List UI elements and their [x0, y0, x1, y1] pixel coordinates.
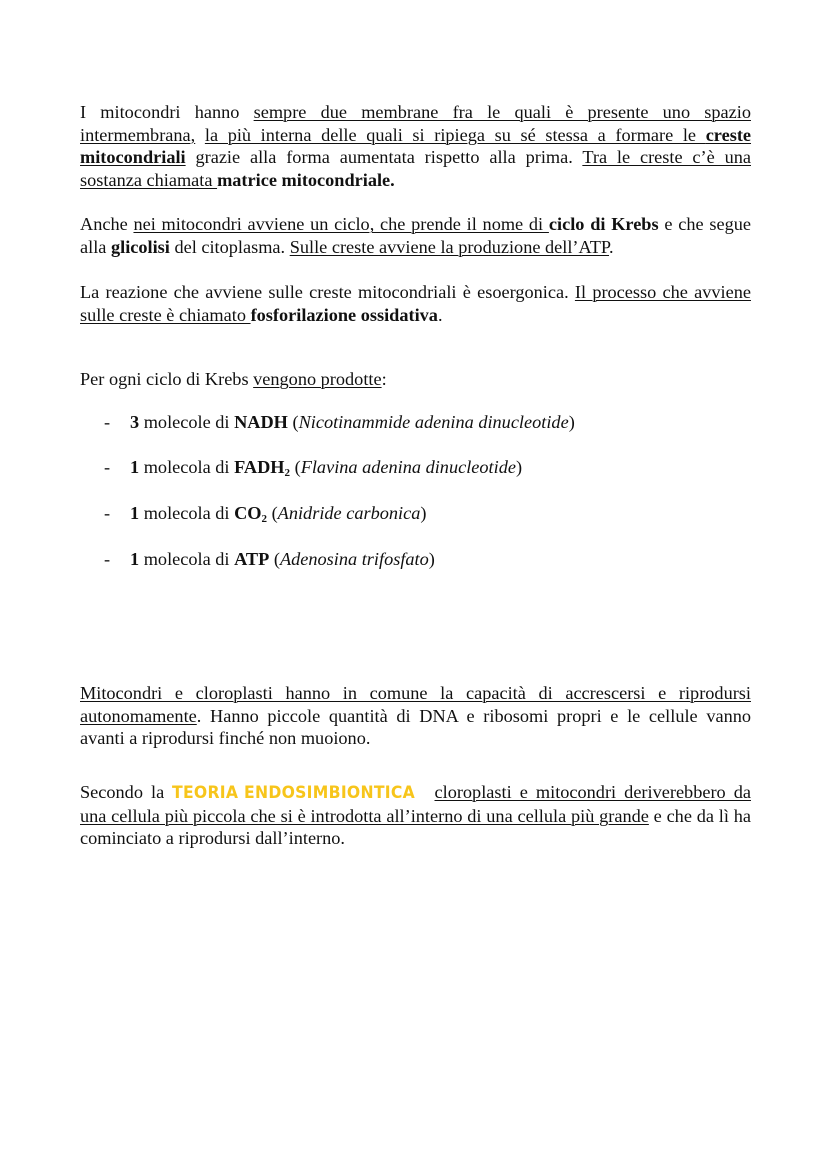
subscript: 2	[261, 513, 267, 525]
paragraph-oxidative-phosphorylation	[80, 281, 751, 326]
text-run: :	[381, 369, 387, 389]
text-run: . Hanno piccole quantità di DNA e ribosomi propri e le cellule vanno avanti a riprodursi finché non muoiono.	[80, 705, 751, 748]
text-run: Per ogni ciclo di Krebs	[80, 369, 254, 389]
quantity: 1	[130, 457, 140, 477]
text-run: .	[437, 304, 443, 325]
underlined-text: Il processo che avviene sulle creste è chiamato	[80, 282, 751, 325]
text-run: molecola di	[139, 457, 235, 477]
molecule-symbol: CO	[234, 503, 262, 523]
text-run: (	[287, 412, 299, 432]
quantity: 1	[130, 549, 140, 569]
quantity: 3	[130, 412, 140, 432]
underlined-text: Mitocondri e cloroplasti hanno in comune la capacità di accrescersi e riprodursi autonomamente	[80, 683, 751, 726]
text-run: I mitocondri hanno	[80, 102, 254, 122]
underlined-text: Sulle creste avviene la produzione dell’ATP	[289, 236, 610, 257]
paragraph-mitochondria-chloroplasts	[80, 682, 751, 750]
term-creste-mitocondriali: creste mitocondriali	[80, 124, 752, 167]
list-item-co2	[104, 502, 426, 525]
underlined-text: nei mitocondri avviene un ciclo, che prende il nome di	[133, 214, 549, 234]
text-run: Anche	[80, 214, 134, 234]
molecule-full-name: Anidride carbonica	[277, 503, 421, 523]
molecule-name: NADH	[234, 412, 288, 432]
molecule-full-name: Adenosina trifosfato	[279, 549, 429, 569]
text-run: molecola di	[139, 549, 235, 569]
text-run: .	[609, 236, 614, 257]
molecule-name	[234, 457, 290, 477]
list-dash: -	[104, 457, 111, 477]
underlined-text: cloroplasti e mitocondri deriverebbero da una cellula più piccola che si è introdotta all’interno di una cellula più grande	[80, 782, 751, 826]
paragraph-mitochondria-structure	[80, 101, 751, 191]
list-dash: -	[104, 412, 111, 432]
text-run: e che da lì ha cominciato a riprodursi dall’interno.	[80, 805, 751, 848]
term-fosforilazione-ossidativa: fosforilazione ossidativa	[250, 304, 438, 325]
list-item-atp	[104, 548, 435, 571]
list-dash: -	[104, 549, 111, 569]
paragraph-endosymbiotic-theory	[80, 781, 751, 850]
text-run: )	[568, 412, 575, 432]
list-dash: -	[104, 503, 111, 523]
text-run	[426, 782, 434, 802]
text-run: (	[267, 503, 278, 523]
term-ciclo-di-krebs: ciclo di Krebs	[548, 214, 659, 234]
subscript: 2	[284, 467, 291, 479]
text-run: molecole di	[139, 412, 235, 432]
underlined-text: la più interna delle quali si ripiega su sé stessa a formare le	[204, 124, 706, 145]
paragraph-krebs-products-intro	[80, 368, 751, 391]
paragraph-krebs-cycle	[80, 213, 751, 258]
text-run	[195, 125, 205, 145]
text-run: Secondo la	[80, 782, 173, 802]
underlined-text: Tra le creste c’è una sostanza chiamata	[80, 147, 751, 190]
text-run: )	[515, 457, 523, 477]
underlined-text: sempre due membrane fra le quali è presente uno spazio intermembrana,	[80, 102, 751, 145]
list-item-nadh	[104, 411, 575, 434]
text-run: grazie alla forma aumentata rispetto alla prima.	[185, 147, 583, 167]
list-item-fadh2	[104, 456, 522, 479]
text-run: )	[428, 549, 435, 569]
molecule-full-name: Flavina adenina dinucleotide	[300, 457, 516, 477]
highlight-teoria-endosimbiontica: TEORIA ENDOSIMBIONTICA	[172, 783, 416, 803]
text-run: del citoplasma.	[169, 236, 290, 257]
term-glicolisi: glicolisi	[110, 236, 170, 257]
term-matrice-mitocondriale: matrice mitocondriale.	[217, 169, 395, 190]
underlined-text: vengono prodotte	[253, 369, 382, 389]
text-run: e che segue alla	[80, 214, 751, 257]
molecule-full-name: Nicotinammide adenina dinucleotide	[298, 412, 569, 432]
molecule-name: ATP	[234, 549, 270, 569]
text-run: )	[420, 503, 427, 523]
text-run: (	[290, 457, 301, 477]
quantity: 1	[130, 503, 140, 523]
molecule-symbol: FADH	[234, 457, 285, 477]
molecule-name	[234, 503, 267, 523]
text-run: molecola di	[139, 503, 235, 523]
text-run: La reazione che avviene sulle creste mitocondriali è esoergonica.	[80, 282, 575, 302]
text-run: (	[269, 549, 280, 569]
